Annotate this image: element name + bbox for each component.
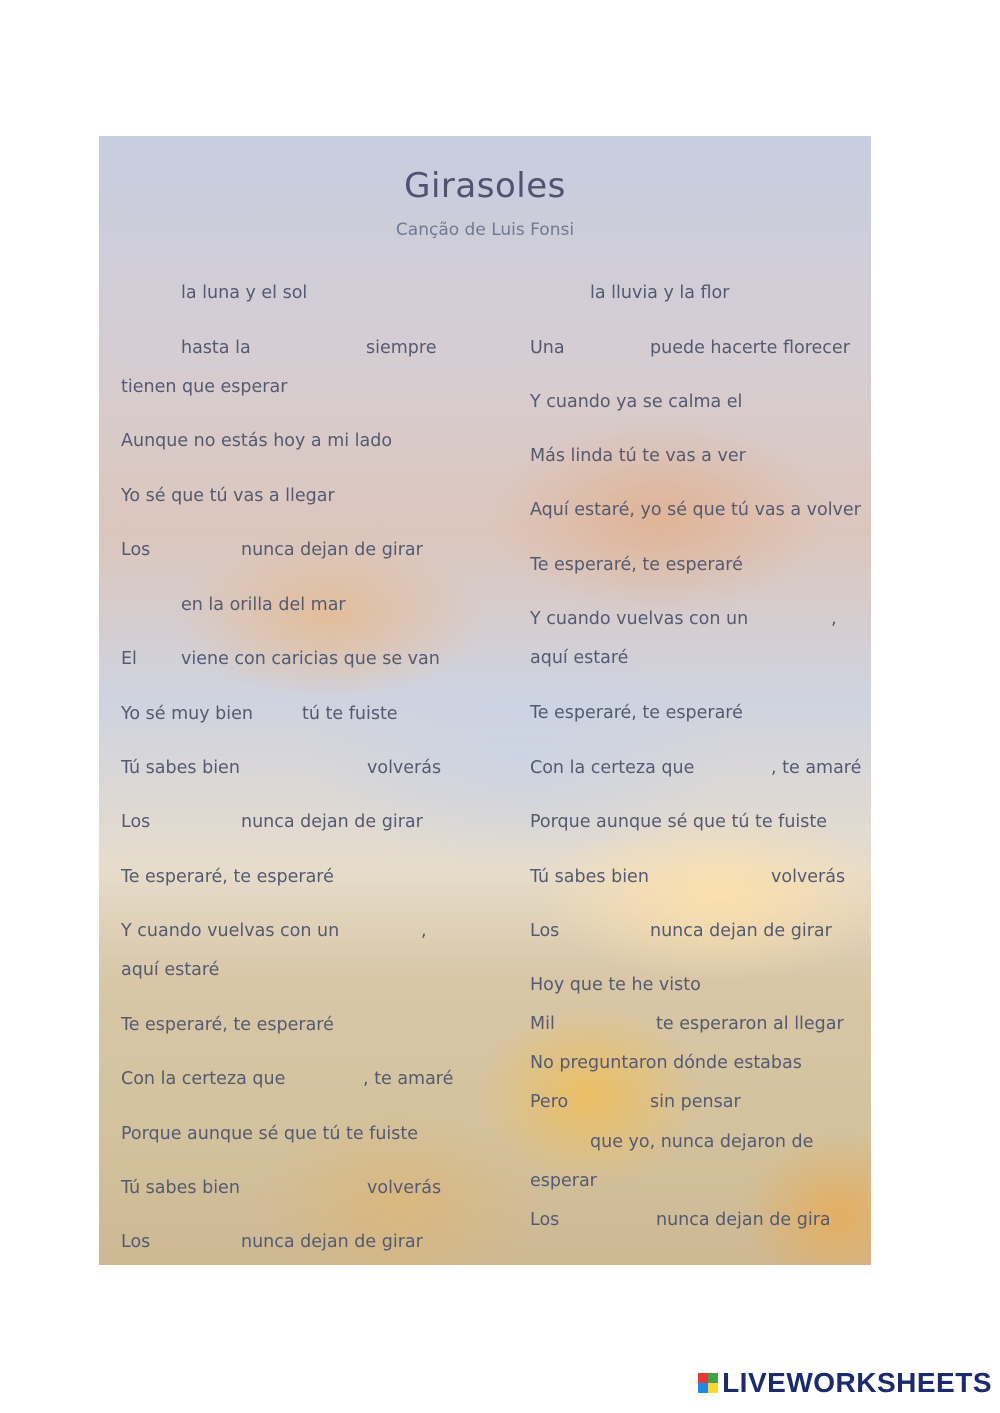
lyric-text: No preguntaron dónde estabas <box>530 1053 802 1073</box>
lyric-text: que yo, nunca dejaron de <box>590 1132 814 1152</box>
lyric-text: Yo sé que tú vas a llegar <box>121 486 335 506</box>
lyric-text: , <box>831 609 837 629</box>
liveworksheets-icon <box>698 1373 718 1393</box>
lyric-text: Te esperaré, te esperaré <box>121 867 334 887</box>
lyric-text: Y cuando ya se calma el <box>530 392 743 412</box>
lyric-text: nunca dejan de girar <box>241 1232 423 1252</box>
lyric-text: Tú sabes bien <box>121 758 240 778</box>
lyric-text: tú te fuiste <box>302 704 398 724</box>
lyric-text: Te esperaré, te esperaré <box>530 555 743 575</box>
lyric-text: sin pensar <box>650 1092 741 1112</box>
lyric-text: aquí estaré <box>121 960 220 980</box>
lyric-text: la lluvia y la flor <box>590 283 730 303</box>
lyric-text: , te amaré <box>363 1069 454 1089</box>
lyric-text: nunca dejan de girar <box>241 812 423 832</box>
lyric-text: Aunque no estás hoy a mi lado <box>121 431 393 451</box>
lyric-text: Con la certeza que <box>121 1069 286 1089</box>
worksheet-panel <box>99 136 871 1265</box>
lyric-text: Y cuando vuelvas con un <box>121 921 340 941</box>
lyric-text: Te esperaré, te esperaré <box>530 703 743 723</box>
lyric-text: nunca dejan de gira <box>656 1210 831 1230</box>
lyric-text: Los <box>121 812 151 832</box>
lyric-text: Los <box>121 540 151 560</box>
lyric-text: Tú sabes bien <box>121 1178 240 1198</box>
liveworksheets-logo[interactable] <box>698 1367 992 1399</box>
lyric-text: Con la certeza que <box>530 758 695 778</box>
lyric-text: volverás <box>367 758 442 778</box>
lyric-text: El <box>121 649 137 669</box>
lyric-text: Los <box>530 921 560 941</box>
lyric-text: tienen que esperar <box>121 377 288 397</box>
lyric-text: Yo sé muy bien <box>121 704 253 724</box>
lyric-text: nunca dejan de girar <box>241 540 423 560</box>
lyric-text: Te esperaré, te esperaré <box>121 1015 334 1035</box>
lyric-text: puede hacerte florecer <box>650 338 850 358</box>
lyric-text: Y cuando vuelvas con un <box>530 609 749 629</box>
lyric-text: Porque aunque sé que tú te fuiste <box>121 1124 419 1144</box>
lyric-text: Hoy que te he visto <box>530 975 701 995</box>
lyric-text: en la orilla del mar <box>181 595 346 615</box>
lyric-text: volverás <box>367 1178 442 1198</box>
lyric-text: Los <box>121 1232 151 1252</box>
lyric-text: hasta la <box>181 338 251 358</box>
lyric-text: esperar <box>530 1171 597 1191</box>
lyric-text: volverás <box>771 867 846 887</box>
worksheet-title: Girasoles <box>404 166 566 206</box>
lyric-text: te esperaron al llegar <box>656 1014 844 1034</box>
lyric-text: viene con caricias que se van <box>181 649 440 669</box>
lyric-text: la luna y el sol <box>181 283 308 303</box>
lyric-text: Una <box>530 338 565 358</box>
liveworksheets-wordmark: LIVEWORKSHEETS <box>722 1367 992 1398</box>
lyric-text: Porque aunque sé que tú te fuiste <box>530 812 828 832</box>
lyric-text: aquí estaré <box>530 648 629 668</box>
lyric-text: Tú sabes bien <box>530 867 649 887</box>
lyric-text: Los <box>530 1210 560 1230</box>
lyric-text: Mil <box>530 1014 555 1034</box>
lyric-text: nunca dejan de girar <box>650 921 832 941</box>
lyric-text: , <box>421 921 427 941</box>
lyric-text: Aquí estaré, yo sé que tú vas a volver <box>530 500 861 520</box>
lyric-text: Pero <box>530 1092 569 1112</box>
lyric-text: Más linda tú te vas a ver <box>530 446 746 466</box>
worksheet-subtitle: Canção de Luis Fonsi <box>395 220 575 240</box>
lyric-text: siempre <box>366 338 437 358</box>
lyric-text: , te amaré <box>771 758 862 778</box>
